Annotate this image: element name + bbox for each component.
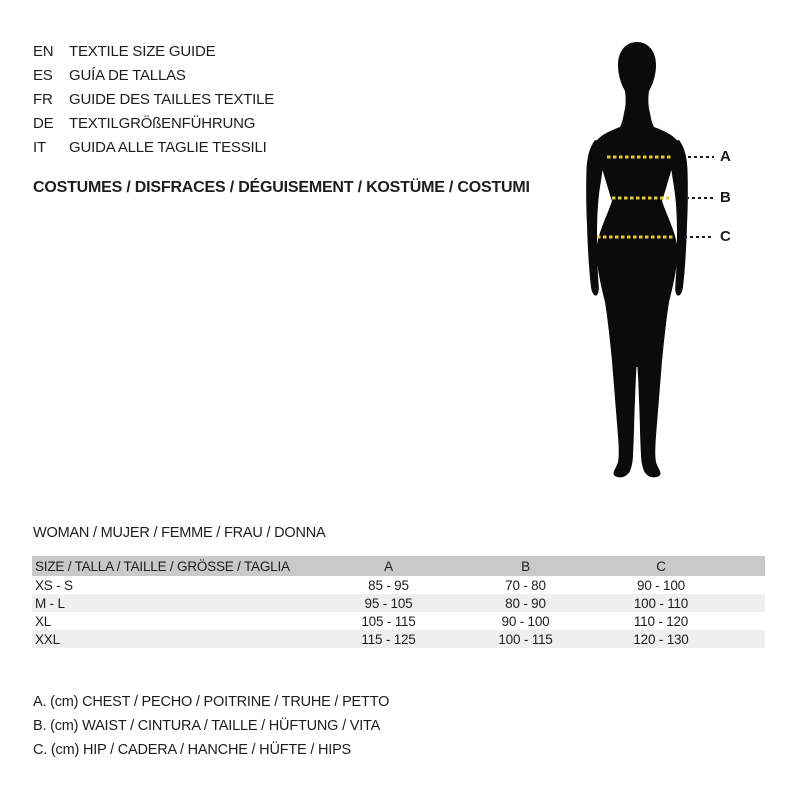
language-code: ES (33, 67, 53, 84)
language-title: GUIDA ALLE TAGLIE TESSILI (69, 139, 267, 156)
value-cell-b: 70 - 80 (505, 577, 546, 593)
language-list (33, 40, 274, 160)
language-row-en (33, 40, 274, 64)
size-table-header-row (32, 556, 765, 576)
language-row-fr (33, 88, 274, 112)
costumes-heading: COSTUMES / DISFRACES / DÉGUISEMENT / KOSTÜME / COSTUMI (33, 179, 530, 196)
measurement-label-b: B (720, 189, 731, 206)
table-row-m-l (32, 594, 765, 612)
size-cell: XXL (35, 631, 60, 647)
table-row-xxl (32, 630, 765, 648)
size-table-header-b: B (521, 558, 530, 574)
woman-body-shape (595, 42, 679, 477)
value-cell-b: 100 - 115 (498, 631, 553, 647)
value-cell-c: 120 - 130 (633, 631, 689, 647)
size-table-header-a: A (384, 558, 393, 574)
size-cell: XS - S (35, 577, 73, 593)
language-row-it (33, 136, 274, 160)
measurement-note-a: A. (cm) CHEST / PECHO / POITRINE / TRUHE / PETTO (33, 694, 390, 710)
language-row-es (33, 64, 274, 88)
language-code: FR (33, 91, 53, 108)
language-title: TEXTILE SIZE GUIDE (69, 43, 216, 60)
language-code: EN (33, 43, 54, 60)
size-table-header-c: C (656, 558, 666, 574)
woman-silhouette-figure (582, 40, 742, 480)
language-title: GUIDE DES TAILLES TEXTILE (69, 91, 275, 108)
size-table-header-size: SIZE / TALLA / TAILLE / GRÖSSE / TAGLIA (35, 558, 290, 574)
language-row-de (33, 112, 274, 136)
size-cell: M - L (35, 595, 65, 611)
measurement-label-c: C (720, 228, 731, 245)
section-title-woman: WOMAN / MUJER / FEMME / FRAU / DONNA (33, 525, 326, 541)
value-cell-a: 115 - 125 (361, 631, 416, 647)
language-title: TEXTILGRÖßENFÜHRUNG (69, 115, 256, 132)
value-cell-b: 80 - 90 (505, 595, 546, 611)
measurement-label-a: A (720, 148, 731, 165)
value-cell-c: 100 - 110 (633, 595, 689, 611)
language-title: GUÍA DE TALLAS (69, 67, 186, 84)
woman-silhouette-image (582, 40, 742, 480)
value-cell-a: 105 - 115 (361, 613, 416, 629)
value-cell-c: 90 - 100 (637, 577, 685, 593)
language-code: DE (33, 115, 54, 132)
value-cell-a: 85 - 95 (368, 577, 409, 593)
size-cell: XL (35, 613, 52, 629)
language-code: IT (33, 139, 46, 156)
table-row-xs-s (32, 576, 765, 594)
measurement-note-b: B. (cm) WAIST / CINTURA / TAILLE / HÜFTUNG / VITA (33, 718, 381, 734)
value-cell-b: 90 - 100 (501, 613, 550, 629)
table-row-xl (32, 612, 765, 630)
measurement-note-c: C. (cm) HIP / CADERA / HANCHE / HÜFTE / HIPS (33, 742, 352, 758)
size-table (32, 556, 765, 648)
measurement-notes (33, 690, 389, 762)
value-cell-c: 110 - 120 (633, 613, 689, 629)
value-cell-a: 95 - 105 (364, 595, 413, 611)
